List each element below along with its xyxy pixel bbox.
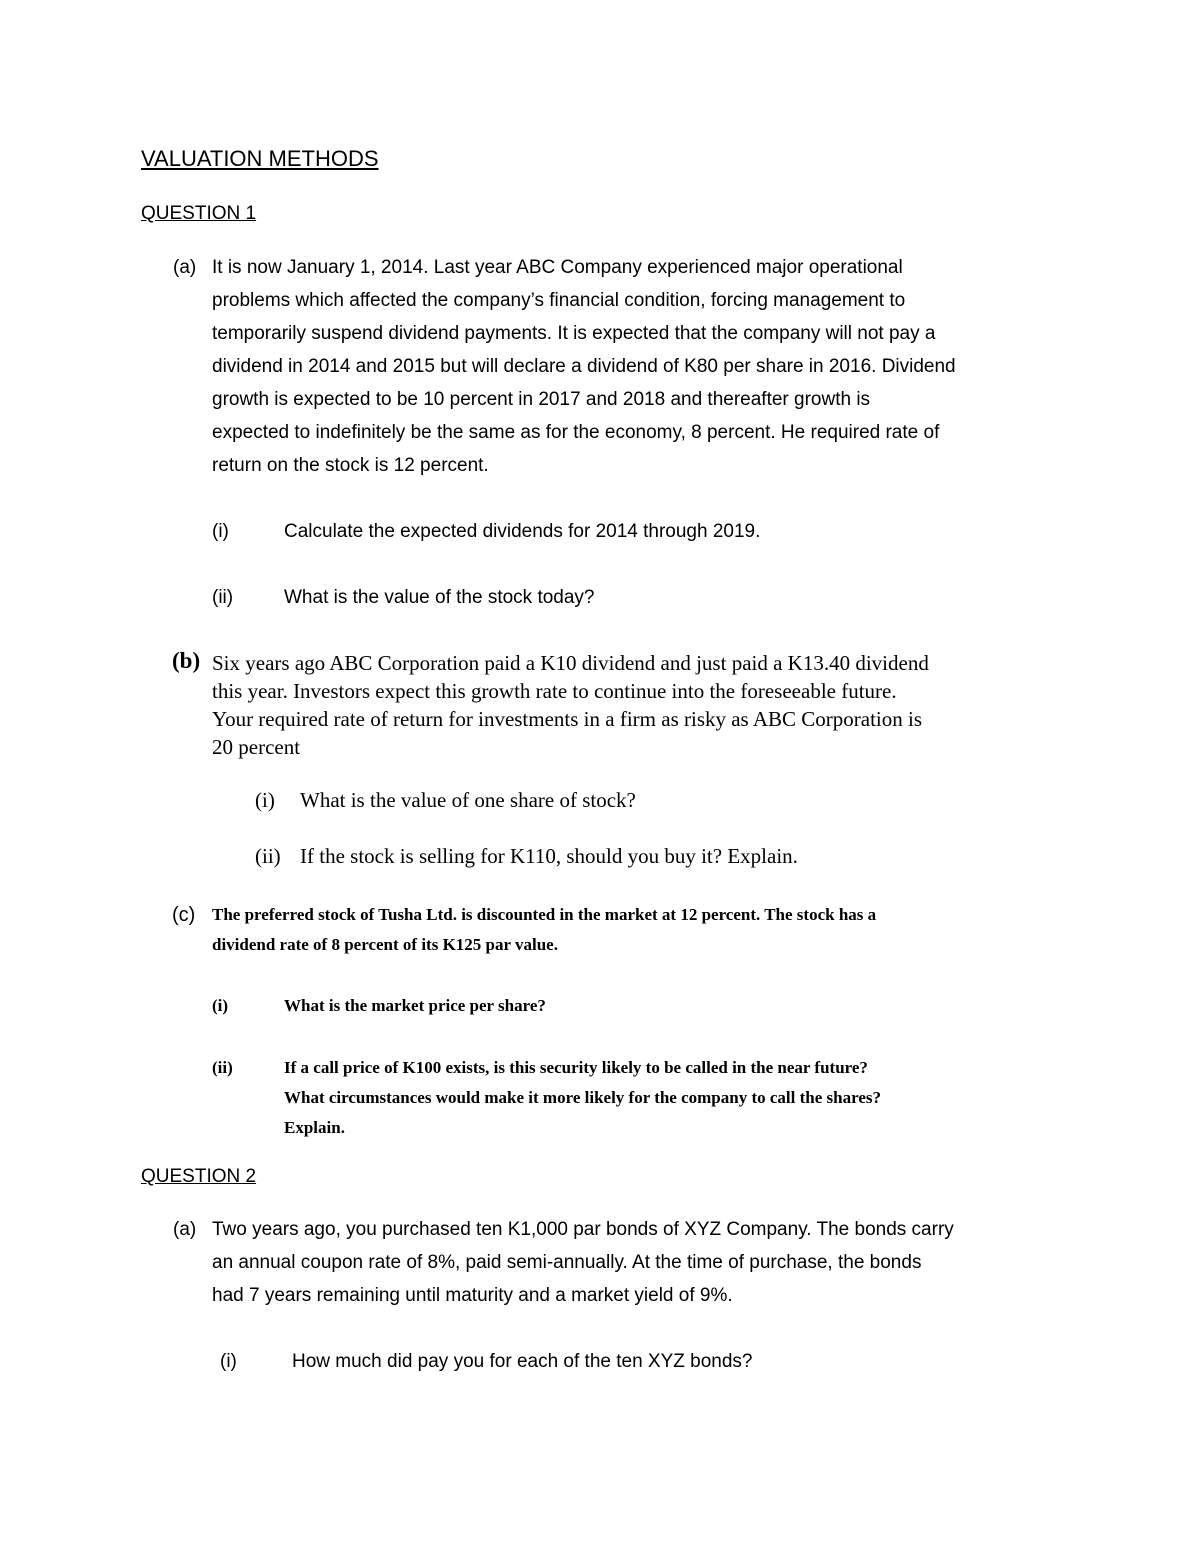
q1-c-sub-ii-label: (ii): [212, 1058, 233, 1077]
q1-c-sub-ii-text: [284, 1053, 1074, 1143]
q1-a-line: growth is expected to be 10 percent in 2017 and 2018 and thereafter growth is: [212, 389, 871, 410]
q2-a-sub-i-text: How much did pay you for each of the ten XYZ bonds?: [292, 1351, 753, 1372]
q1-b-line: 20 percent: [212, 735, 301, 759]
q1-a-line: It is now January 1, 2014. Last year ABC Company experienced major operational: [212, 257, 903, 278]
q2-a-line: an annual coupon rate of 8%, paid semi-annually. At the time of purchase, the bonds: [212, 1252, 922, 1273]
q1-part-b-label: (b): [172, 648, 201, 673]
q1-b-line: this year. Investors expect this growth rate to continue into the foreseeable future.: [212, 679, 897, 703]
q2-part-a-text: [212, 1213, 1082, 1312]
q2-a-line: had 7 years remaining until maturity and a market yield of 9%.: [212, 1285, 733, 1306]
q1-a-line: expected to indefinitely be the same as for the economy, 8 percent. He required rate of: [212, 422, 940, 443]
q1-b-sub-i-text: What is the value of one share of stock?: [300, 788, 636, 812]
q1-b-sub-i-label: (i): [255, 788, 275, 812]
q1-c-sub-ii-line: What circumstances would make it more likely for the company to call the shares?: [284, 1088, 882, 1107]
q1-b-sub-ii-label: (ii): [255, 844, 281, 868]
q1-c-line: The preferred stock of Tusha Ltd. is discounted in the market at 12 percent. The stock has a: [212, 905, 877, 924]
question-1-heading: QUESTION 1: [141, 203, 257, 224]
q1-b-line: Six years ago ABC Corporation paid a K10 dividend and just paid a K13.40 dividend: [212, 651, 929, 675]
q1-part-a-text: [212, 251, 1082, 482]
q1-b-sub-ii-text: If the stock is selling for K110, should you buy it? Explain.: [300, 844, 798, 868]
q1-c-sub-ii-line: If a call price of K100 exists, is this security likely to be called in the near future?: [284, 1058, 868, 1077]
q1-part-c-label: (c): [172, 904, 196, 926]
q1-c-sub-ii-line: Explain.: [284, 1118, 345, 1137]
q1-part-c-text: [212, 900, 1092, 960]
q1-c-sub-i-label: (i): [212, 996, 229, 1015]
q1-b-line: Your required rate of return for investments in a firm as risky as ABC Corporation is: [212, 707, 922, 731]
q1-a-line: dividend in 2014 and 2015 but will declare a dividend of K80 per share in 2016. Dividend: [212, 356, 956, 377]
q1-a-sub-i-label: (i): [212, 521, 229, 542]
q1-a-line: return on the stock is 12 percent.: [212, 455, 489, 476]
q1-a-sub-ii-label: (ii): [212, 587, 234, 608]
q1-a-line: temporarily suspend dividend payments. It is expected that the company will not pay a: [212, 323, 936, 344]
q1-a-line: problems which affected the company’s financial condition, forcing management to: [212, 290, 906, 311]
q2-a-sub-i-label: (i): [220, 1351, 237, 1372]
q1-a-sub-i-text: Calculate the expected dividends for 2014 through 2019.: [284, 521, 761, 542]
q1-part-a-label: (a): [173, 257, 197, 278]
q1-c-sub-i-text: What is the market price per share?: [284, 996, 546, 1015]
question-2-heading: QUESTION 2: [141, 1166, 257, 1187]
q1-part-b-text: [212, 649, 1082, 761]
q1-c-line: dividend rate of 8 percent of its K125 par value.: [212, 935, 558, 954]
q2-part-a-label: (a): [173, 1219, 197, 1240]
q2-a-line: Two years ago, you purchased ten K1,000 par bonds of XYZ Company. The bonds carry: [212, 1219, 954, 1240]
document-title: VALUATION METHODS: [141, 146, 379, 171]
q1-a-sub-ii-text: What is the value of the stock today?: [284, 587, 595, 608]
